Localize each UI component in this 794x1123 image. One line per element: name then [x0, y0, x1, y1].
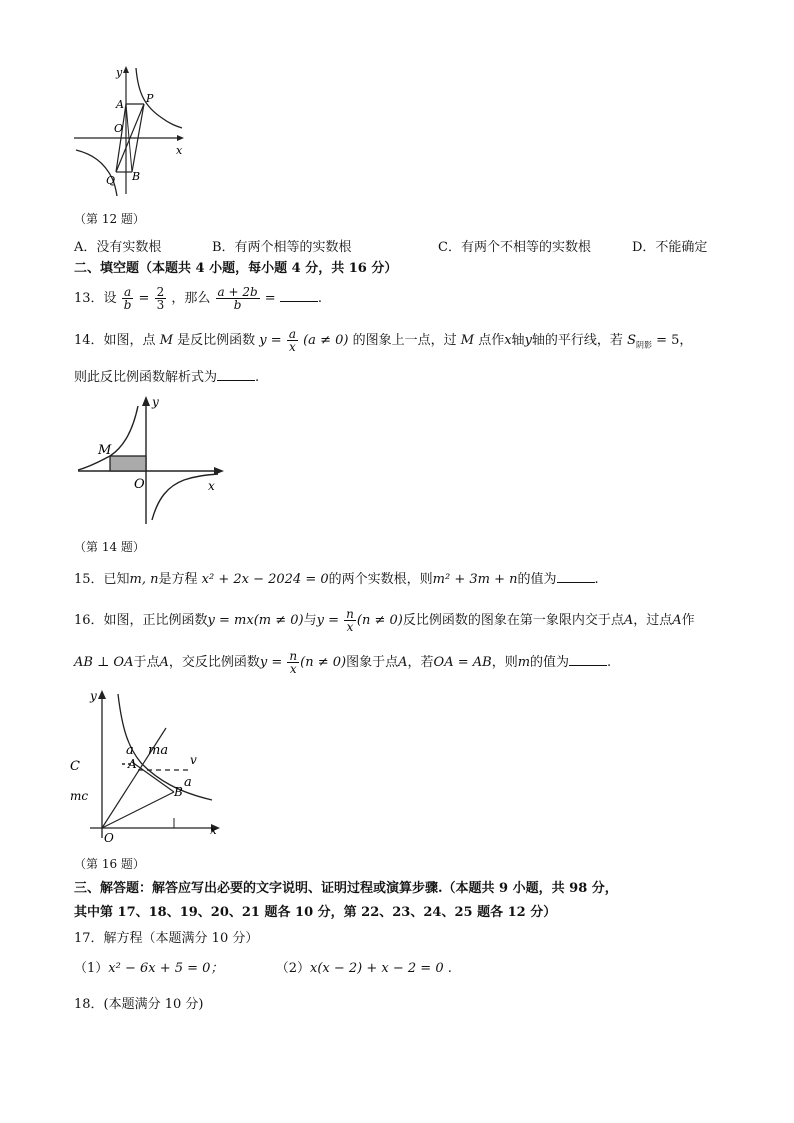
q12-caption: （第 12 题）	[74, 212, 145, 226]
q16-l1-a: 16．如图，正比例函数	[74, 613, 208, 628]
q13-frac2-den: 3	[156, 298, 165, 312]
q16-line2	[74, 648, 611, 678]
q15-suffix: 的值为	[517, 572, 557, 587]
q16-l2-A: A	[159, 655, 169, 670]
q17-p1-label: （1）	[74, 961, 109, 976]
q12-label-x: x	[176, 144, 183, 157]
q14-func: y =	[259, 333, 282, 348]
q12-label-A: A	[116, 98, 124, 111]
q12-figure	[72, 62, 192, 202]
q16-l1-b: 与	[303, 613, 317, 628]
q16-l2-e: ，若	[407, 655, 434, 670]
q14-M: M	[159, 333, 173, 348]
q14-frac-num: a	[288, 327, 296, 341]
q16-y-arrow	[98, 690, 106, 699]
q13-suffix: .	[317, 291, 322, 306]
q15-expr: m² + 3m + n	[432, 572, 518, 587]
q15	[74, 570, 599, 589]
q13-eq: =	[138, 291, 150, 306]
q16-label-ca: a	[184, 775, 192, 790]
q16-label-C: C	[70, 759, 80, 774]
q12-label-Q: Q	[106, 174, 116, 187]
q14-label-M: M	[98, 443, 112, 458]
q16-l2-d: 图象于点	[346, 655, 399, 670]
q14-text-f: 轴	[511, 333, 525, 348]
q15-answer-blank[interactable]	[557, 570, 595, 583]
q14-label-O: O	[134, 477, 145, 492]
q15-end: .	[594, 572, 599, 587]
q12-option-c: C．有两个不相等的实数根	[438, 240, 591, 255]
q16-l1-func: y = mx(m ≠ 0)	[207, 613, 304, 628]
q14-shaded-rect	[110, 456, 146, 471]
q15-mid2: 的两个实数根，则	[328, 572, 433, 587]
q16-l1-A2: A	[672, 613, 682, 628]
q13-answer-blank[interactable]	[280, 289, 318, 302]
q14-text-a: 14．如图，点	[74, 333, 156, 348]
q13-frac1-den: b	[123, 298, 132, 312]
q12-label-P: P	[146, 92, 154, 105]
q14-frac-den: x	[289, 340, 296, 354]
q12-x-arrow	[177, 135, 184, 141]
q16-l1-c: 反比例函数的图象在第一象限内交于点	[402, 613, 624, 628]
q14-answer-blank[interactable]	[217, 368, 255, 381]
q16-frac1-num: n	[346, 607, 354, 621]
q16-l1-d: ，过点	[633, 613, 673, 628]
q16-segment-OB	[102, 792, 174, 828]
q14-text-c: 的图象上一点，过	[352, 333, 457, 348]
q16-frac2	[287, 650, 299, 675]
q16-label-ma: ma	[148, 743, 169, 758]
q14-S-sub: 阴影	[635, 340, 652, 350]
q16-l1-e: 作	[681, 613, 695, 628]
q14-frac	[287, 328, 298, 353]
q12-hyperbola-upper	[136, 68, 182, 128]
q16-l2-f: ，则	[491, 655, 518, 670]
q16-label-a: a	[126, 743, 134, 758]
q13-frac3-den: b	[233, 298, 242, 312]
q15-eqn: x² + 2x − 2024 = 0	[201, 572, 329, 587]
q16-frac2-num: n	[289, 649, 298, 663]
section2-heading: 二、填空题（本题共 4 小题，每小题 4 分，共 16 分）	[74, 261, 398, 276]
q13-prefix: 13．设	[74, 291, 117, 306]
q12-y-arrow	[123, 66, 129, 73]
q16-caption: （第 16 题）	[74, 857, 145, 871]
q14-y: y	[524, 333, 532, 348]
q13-frac-ab	[122, 286, 134, 311]
section3-heading-line1: 三、解答题：解答应写出必要的文字说明、证明过程或演算步骤.（本题共 9 小题，共 98 分，	[74, 881, 618, 896]
q15-mid: 是方程	[158, 572, 198, 587]
q16-label-y: y	[90, 689, 97, 703]
q13-frac2-num: 2	[156, 285, 165, 299]
q18-title: 18．(本题满分 10 分)	[74, 997, 204, 1012]
q14-S-val: = 5，	[651, 333, 693, 348]
q16-label-A: A	[128, 757, 137, 771]
q16-l1-cond: (n ≠ 0)	[356, 613, 403, 628]
q16-answer-blank[interactable]	[569, 653, 607, 666]
q16-label-x: x	[210, 823, 217, 837]
q14-cond: (a ≠ 0)	[303, 333, 349, 348]
q14-y-arrow	[142, 396, 150, 406]
q13	[74, 284, 322, 314]
q14-text-b: 是反比例函数	[177, 333, 256, 348]
q17-p2-label: （2）	[275, 961, 311, 976]
q16-segment-AB	[132, 762, 174, 792]
q16-l2-c: ，交反比例函数	[168, 655, 260, 670]
q14-text-d: 点作	[478, 333, 505, 348]
q16-frac2-den: x	[289, 662, 297, 676]
q12-label-O: O	[114, 122, 124, 135]
q17-p1: x² − 6x + 5 = 0；	[108, 961, 224, 976]
q12-label-y: y	[116, 66, 123, 79]
q16-l2-g: 的值为	[530, 655, 570, 670]
q14-label-y: y	[152, 395, 159, 409]
q16-label-v: v	[190, 753, 197, 767]
q12-label-B: B	[132, 170, 141, 183]
q16-l2-cond: (n ≠ 0)	[300, 655, 347, 670]
q13-frac3-num: a + 2b	[217, 285, 258, 299]
q14-line1	[74, 326, 692, 361]
q13-mid: ，那么	[171, 291, 211, 306]
q16-l2-end: .	[607, 655, 612, 670]
q13-frac1-num: a	[123, 285, 132, 299]
q12-hyperbola-lower	[76, 150, 117, 196]
q16-frac1-den: x	[346, 620, 354, 634]
q16-label-mc: mc	[70, 789, 89, 803]
q16-figure	[70, 688, 230, 848]
q13-eq2: =	[264, 291, 276, 306]
q14-line2	[74, 368, 259, 387]
q14-x: x	[504, 333, 512, 348]
q14-line2-end: .	[255, 370, 260, 385]
q14-text-h: 轴的平行线，若	[531, 333, 623, 348]
q16-l2-A2: A	[398, 655, 408, 670]
q16-l2-a: AB ⊥ OA	[74, 655, 134, 670]
q15-mn: m, n	[129, 572, 159, 587]
q16-l2-b: 于点	[133, 655, 160, 670]
q16-l2-m: m	[517, 655, 531, 670]
q16-label-B: B	[174, 785, 183, 799]
q14-S: S	[627, 333, 636, 348]
q16-l1-y: y =	[316, 613, 339, 628]
q16-label-O: O	[104, 831, 114, 845]
q17-title: 17．解方程（本题满分 10 分）	[74, 931, 259, 946]
q16-frac1	[344, 608, 356, 633]
q17-p2: x(x − 2) + x − 2 = 0 .	[310, 961, 452, 976]
q13-frac-23	[155, 286, 167, 311]
q14-figure	[72, 394, 232, 530]
q12-option-b: B．有两个相等的实数根	[212, 240, 352, 255]
q17-parts	[74, 960, 452, 978]
q14-label-x: x	[208, 479, 215, 493]
q16-line1	[74, 606, 695, 636]
q14-caption: （第 14 题）	[74, 540, 145, 554]
q14-M2: M	[460, 333, 475, 348]
q14-line2-text: 则此反比例函数解析式为	[74, 370, 218, 385]
q16-l2-y: y =	[259, 655, 283, 670]
q12-option-a: A．没有实数根	[74, 240, 162, 255]
q15-prefix: 15．已知	[74, 572, 130, 587]
section3-heading-line2: 其中第 17、18、19、20、21 题各 10 分，第 22、23、24、25 题各 12 分）	[74, 905, 557, 920]
q16-l1-A: A	[623, 613, 634, 628]
q13-frac-expr	[216, 286, 260, 311]
q12-option-d: D．不能确定	[632, 240, 708, 255]
q16-l2-eq: OA = AB	[433, 655, 492, 670]
